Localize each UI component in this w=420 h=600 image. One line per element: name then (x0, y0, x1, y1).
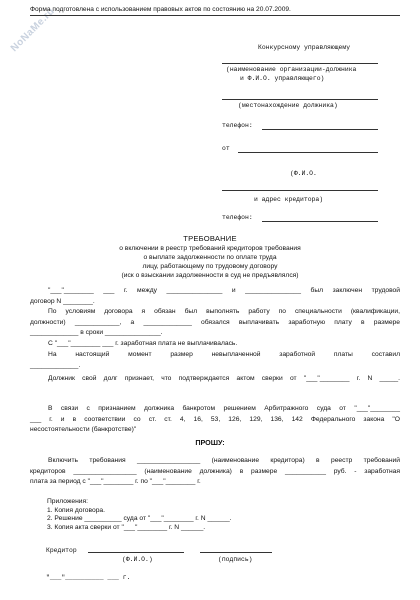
creditor-hint-fio: (Ф.И.О. (290, 170, 317, 177)
paragraph-request (30, 456, 400, 488)
title-line-2: о выплате задолженности по оплате труда (143, 254, 277, 261)
request-heading: ПРОШУ: (195, 438, 225, 447)
terms-line-1: По условиям договора я обязан был выполнять работу по специальности (квалификации, (48, 308, 400, 315)
request-line-1: Включить требования _________________ (наименование кредитора) в реестр требований (48, 457, 400, 464)
paragraph-terms (30, 307, 400, 339)
bankruptcy-line-3: несостоятельности (банкротстве)" (30, 426, 137, 434)
title-line-3: лицу, работающему по трудовому договору (142, 263, 278, 270)
debt-amount-line-2: _____________. (30, 361, 81, 369)
title-line-4: (иск о взыскании задолженности в суд не предъявлялся) (121, 272, 299, 279)
paragraph-bankruptcy (30, 404, 400, 436)
fio-hint: (Ф.И.О.) (122, 556, 153, 563)
addressee-fill-2[interactable] (222, 99, 378, 100)
request-line-3: плата за период с "___"________ г. по "___"________ г. (30, 478, 201, 486)
terms-line-2: должности) ____________, а _____________ обязался выплачивать заработную плату в размере (30, 318, 400, 326)
attachment-item-1: 1. Копия договора. (47, 506, 106, 514)
paragraph-unpaid-since (30, 339, 400, 350)
creditor-hint-address: и адрес кредитора) (254, 196, 324, 203)
creditor-label: Кредитор (46, 547, 77, 554)
creditor-name-field[interactable] (88, 552, 184, 553)
addressee-fill-1[interactable] (222, 63, 378, 64)
phone-field-1[interactable] (262, 129, 378, 130)
title-line-1: о включении в реестр требований кредиторов требования (119, 245, 301, 252)
paragraph-debt-amount (30, 350, 400, 371)
watermark: NoNaMe.ru (8, 5, 58, 55)
addressee-hint-manager: и Ф.И.О. управляющего) (240, 75, 325, 82)
document-title: ТРЕБОВАНИЕ (183, 234, 237, 243)
attachment-item-3: 3. Копия акта сверки от "___"________ г. N ______. (47, 523, 206, 531)
from-label: от (222, 145, 230, 152)
terms-line-3: _____________ в сроки _______________. (30, 329, 163, 337)
unpaid-since-line: С "___"________ ___ г. заработная плата не выплачивалась. (48, 340, 238, 347)
header-rule (30, 15, 400, 16)
signature-hint: (подпись) (218, 556, 253, 563)
contract-line-1: "___"________ ___ г. между _______________ и _______________ был заключен трудовой (48, 287, 400, 294)
phone-field-2[interactable] (262, 221, 378, 222)
phone-label-1: телефон: (222, 122, 253, 129)
request-line-2: кредиторов _________________ (наименование должника) в размере ___________ руб. - заработная (30, 467, 400, 475)
paragraph-contract (30, 286, 400, 307)
attachments-title: Приложения: (47, 498, 88, 505)
form-note: Форма подготовлена с использованием правовых актов по состоянию на 20.07.2009. (30, 6, 291, 13)
phone-label-2: телефон: (222, 214, 253, 221)
paragraph-debt-acknowledged (30, 374, 400, 385)
addressee-hint-location: (местонахождение должника) (238, 102, 338, 109)
contract-line-2: договор N ________. (30, 297, 95, 305)
creditor-fill[interactable] (222, 190, 378, 191)
addressee-hint-org: (наименование организации-должника (226, 66, 357, 73)
debt-acknowledged-line: Должник свой долг признает, что подтверждается актом сверки от "___"________ г. N _____. (48, 375, 400, 382)
bankruptcy-line-1: В связи с признанием должника банкротом решением Арбитражного суда от "___"________ (48, 405, 400, 412)
attachments-list (47, 498, 232, 532)
from-field[interactable] (238, 152, 378, 153)
addressee-line: Конкурсному управляющему (258, 44, 351, 51)
creditor-signature-field[interactable] (200, 552, 272, 553)
bankruptcy-line-2: ___ г. и в соответствии со ст. ст. 4, 16, 53, 126, 129, 136, 142 Федерального закона "О (30, 415, 400, 423)
attachment-item-2: 2. Решение __________ суда от "___"________ г. N ______. (47, 515, 232, 523)
signature-date: "___"__________ ___ г. (46, 574, 131, 581)
debt-amount-line-1: На настоящий момент размер невыплаченной заработной платы составил (48, 351, 400, 358)
